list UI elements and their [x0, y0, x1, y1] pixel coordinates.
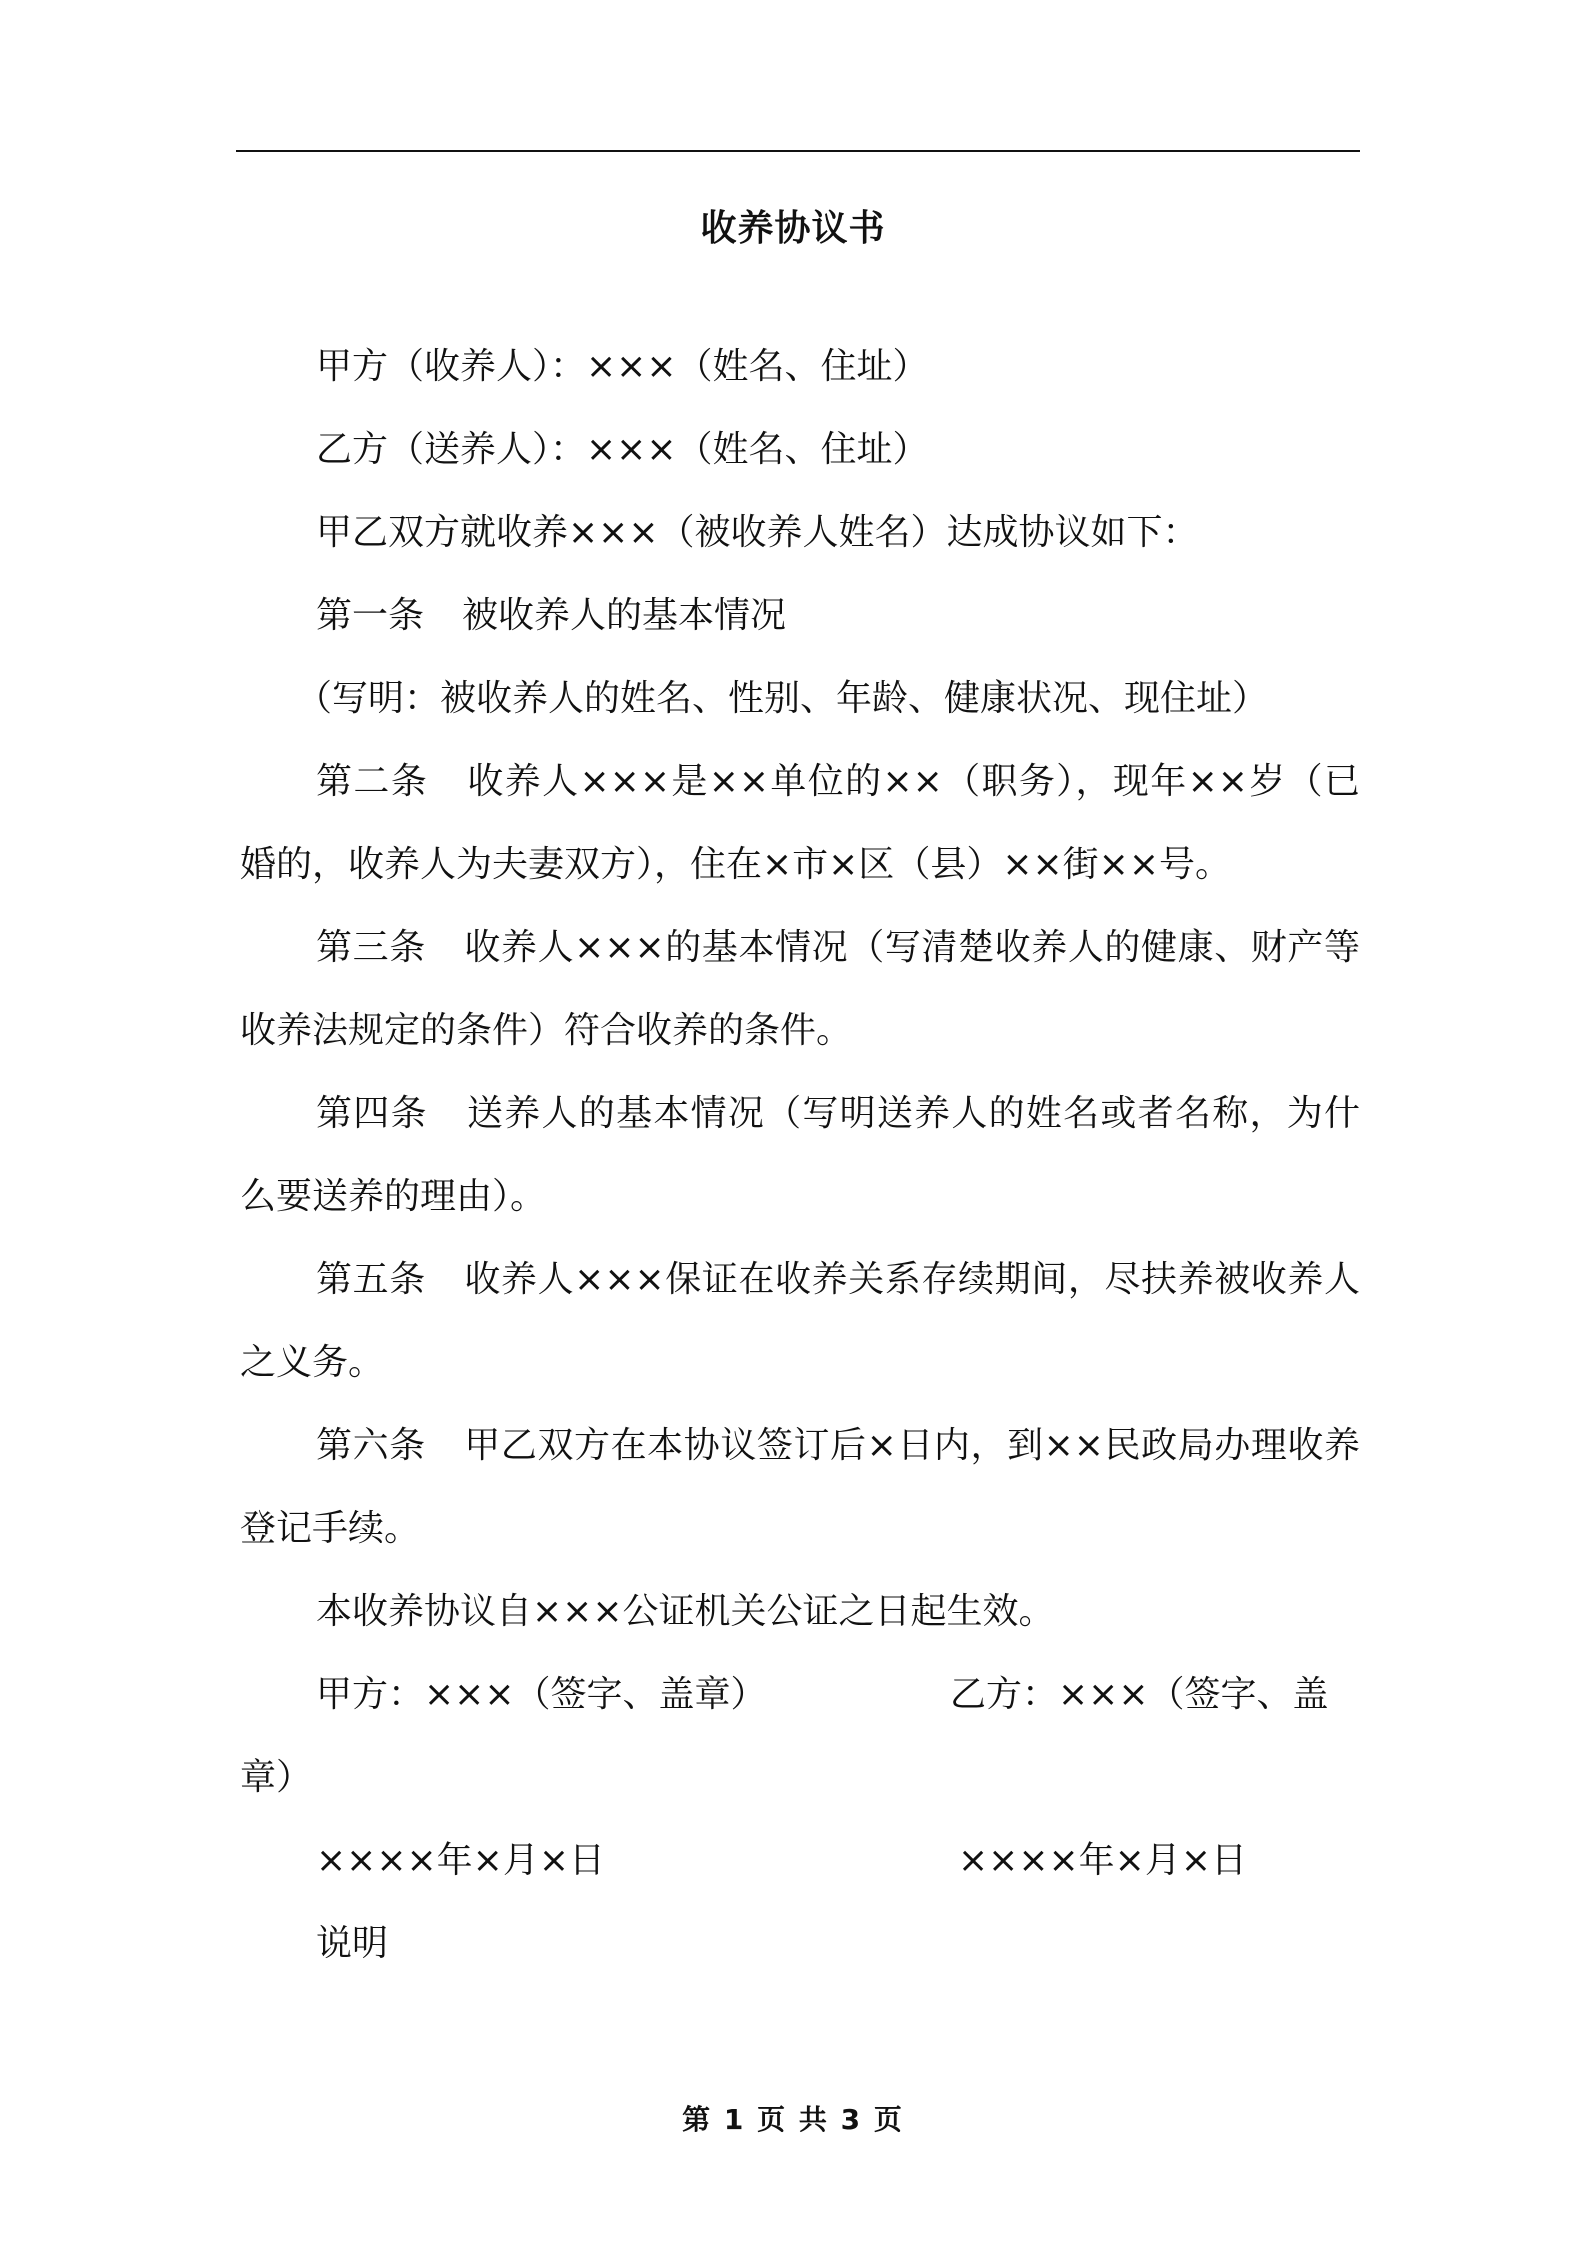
date-party-a: ××××年×月×日 — [316, 1840, 605, 1881]
article-2-text: 收养人×××是××单位的××（职务），现年××岁（已婚的，收养人为夫妻双方），住在×市×区（县）××街××号。 — [240, 761, 1360, 885]
document-body — [240, 325, 1360, 1985]
party-a-line: 甲方（收养人）：×××（姓名、住址） — [316, 346, 929, 387]
article-6 — [240, 1404, 1360, 1570]
article-1-text: 被收养人的基本情况 — [462, 595, 787, 636]
article-3 — [240, 906, 1360, 1072]
article-5-text: 收养人×××保证在收养关系存续期间，尽扶养被收养人之义务。 — [240, 1259, 1360, 1383]
article-6-text: 甲乙双方在本协议签订后×日内，到××民政局办理收养登记手续。 — [240, 1425, 1360, 1549]
date-party-b: ××××年×月×日 — [958, 1840, 1247, 1881]
effective-clause: 本收养协议自×××公证机关公证之日起生效。 — [316, 1591, 1055, 1632]
date-row — [240, 1819, 1360, 1902]
note-heading: 说明 — [316, 1923, 389, 1964]
article-4-head: 第四条 — [316, 1093, 428, 1134]
article-5-head: 第五条 — [316, 1259, 426, 1300]
article-4-text: 送养人的基本情况（写明送养人的姓名或者名称，为什么要送养的理由）。 — [240, 1093, 1360, 1217]
article-1-note: （写明：被收养人的姓名、性别、年龄、健康状况、现住址） — [296, 678, 1269, 719]
article-1-head: 第一条 — [316, 595, 425, 636]
signature-row — [240, 1653, 1360, 1736]
article-3-text: 收养人×××的基本情况（写清楚收养人的健康、财产等收养法规定的条件）符合收养的条件。 — [240, 927, 1360, 1051]
party-b-line: 乙方（送养人）：×××（姓名、住址） — [316, 429, 929, 470]
document-title: 收养协议书 — [700, 208, 886, 249]
signature-party-b: 乙方：×××（签字、盖 — [950, 1674, 1329, 1715]
page-number: 第 1 页 共 3 页 — [682, 2103, 904, 2136]
signature-party-a: 甲方：×××（签字、盖章） — [316, 1674, 767, 1715]
article-3-head: 第三条 — [316, 927, 426, 968]
signature-party-b-continued: 章） — [240, 1757, 313, 1798]
header-rule — [236, 150, 1360, 152]
intro-line: 甲乙双方就收养×××（被收养人姓名）达成协议如下： — [316, 512, 1199, 553]
article-6-head: 第六条 — [316, 1425, 426, 1466]
article-4 — [240, 1072, 1360, 1238]
article-5 — [240, 1238, 1360, 1404]
article-2 — [240, 740, 1360, 906]
article-1 — [240, 574, 1360, 657]
article-2-head: 第二条 — [316, 761, 429, 802]
